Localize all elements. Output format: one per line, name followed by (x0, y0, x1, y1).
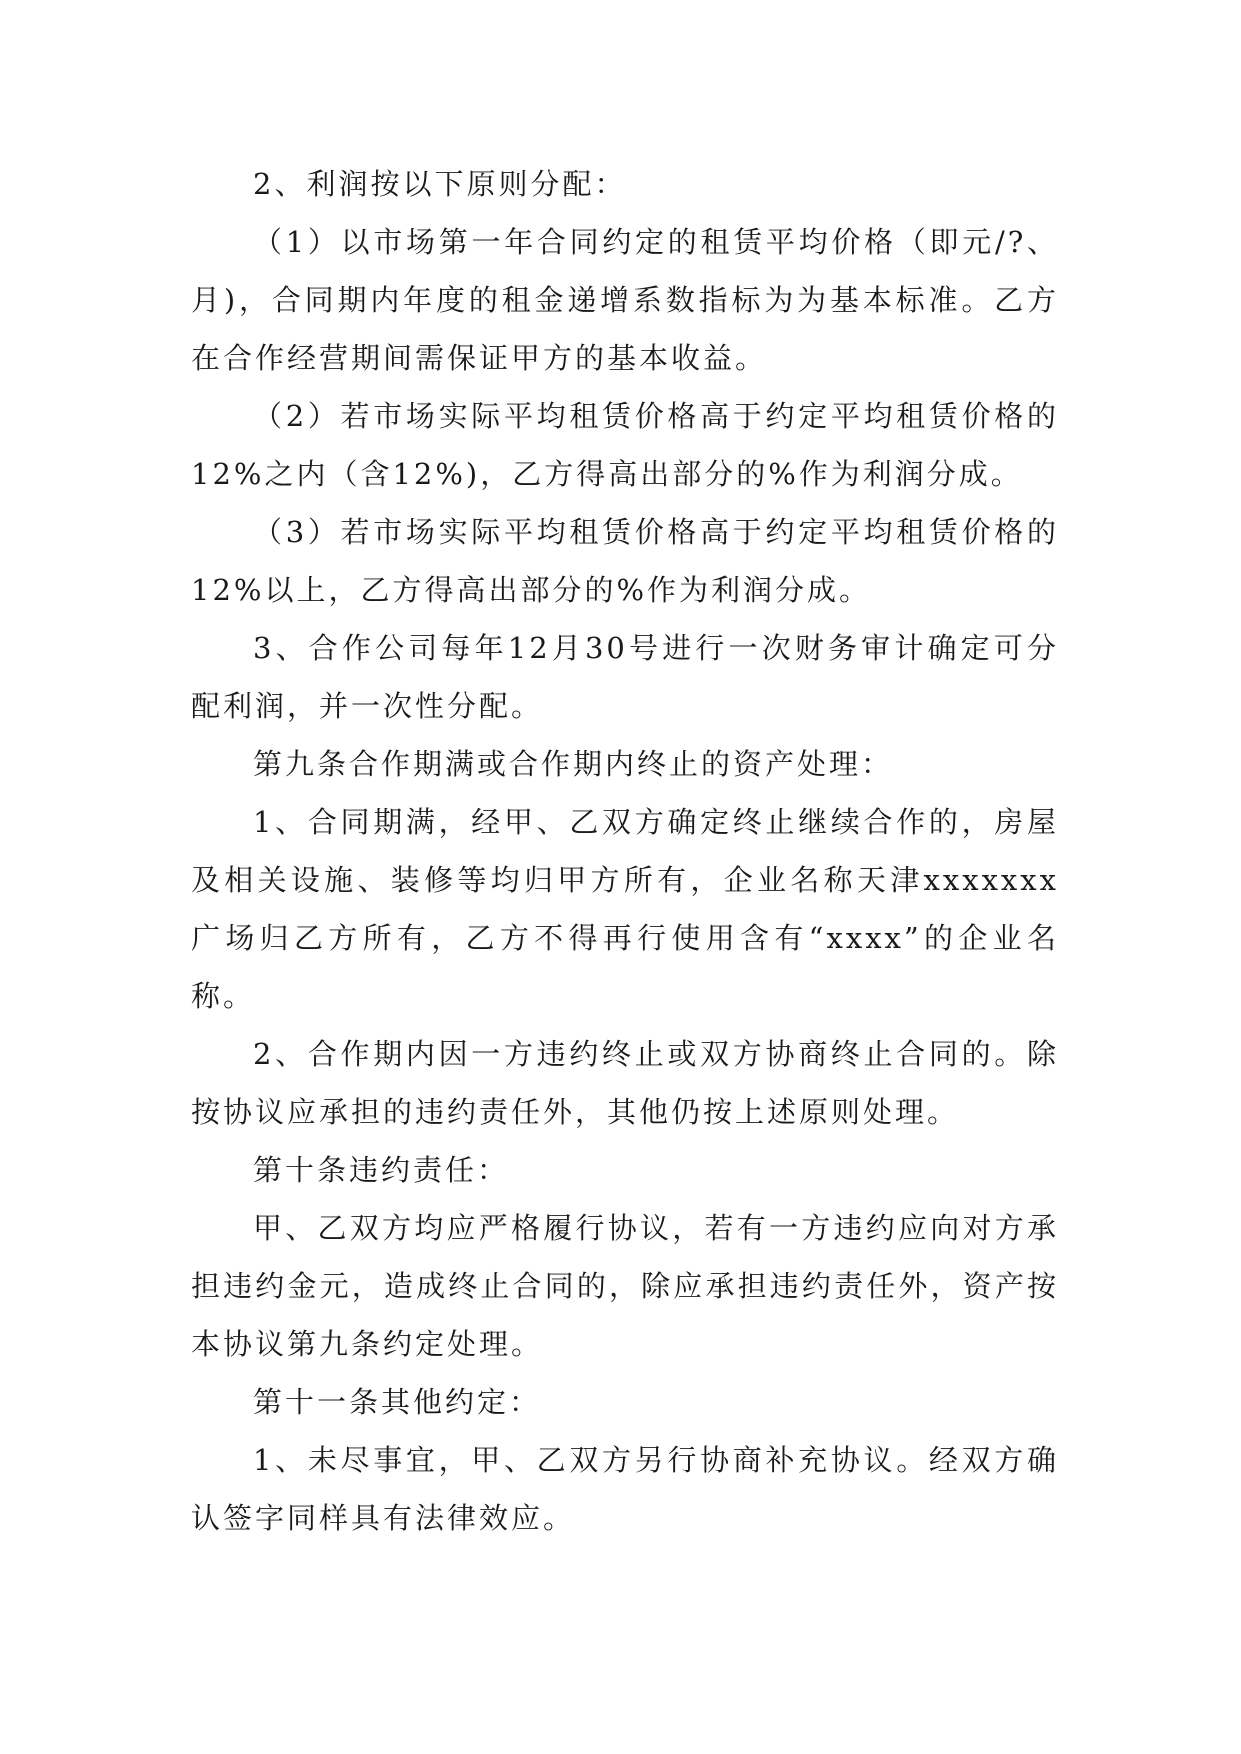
paragraph-early-termination: 2、合作期内因一方违约终止或双方协商终止合同的。除按协议应承担的违约责任外，其他仍按上述原则处理。 (191, 1037, 1059, 1129)
paragraph-expiry: 1、合同期满，经甲、乙双方确定终止继续合作的，房屋及相关设施、装修等均归甲方所有，企业名称天津xxxxxxx广场归乙方所有，乙方不得再行使用含有“xxxx”的企业名称。 (191, 805, 1059, 1013)
paragraph-profit-principle: 2、利润按以下原则分配： (253, 167, 627, 201)
paragraph-other-terms: 1、未尽事宜，甲、乙双方另行协商补充协议。经双方确认签字同样具有法律效应。 (191, 1443, 1059, 1535)
document-body (191, 155, 1059, 1547)
paragraph-clause-3: （3）若市场实际平均租赁价格高于约定平均租赁价格的12%以上，乙方得高出部分的%作为利润分成。 (191, 515, 1059, 607)
heading-article-10: 第十条违约责任： (253, 1153, 510, 1187)
paragraph-breach-liability: 甲、乙双方均应严格履行协议，若有一方违约应向对方承担违约金元，造成终止合同的，除应承担违约责任外，资产按本协议第九条约定处理。 (191, 1211, 1059, 1361)
paragraph-audit: 3、合作公司每年12月30号进行一次财务审计确定可分配利润，并一次性分配。 (191, 631, 1059, 723)
heading-article-11: 第十一条其他约定： (253, 1385, 542, 1419)
heading-article-9: 第九条合作期满或合作期内终止的资产处理： (253, 747, 894, 781)
paragraph-clause-2: （2）若市场实际平均租赁价格高于约定平均租赁价格的12%之内（含12%)，乙方得高出部分的%作为利润分成。 (191, 399, 1059, 491)
paragraph-clause-1: （1）以市场第一年合同约定的租赁平均价格（即元/?、月)，合同期内年度的租金递增系数指标为为基本标准。乙方在合作经营期间需保证甲方的基本收益。 (191, 225, 1059, 375)
